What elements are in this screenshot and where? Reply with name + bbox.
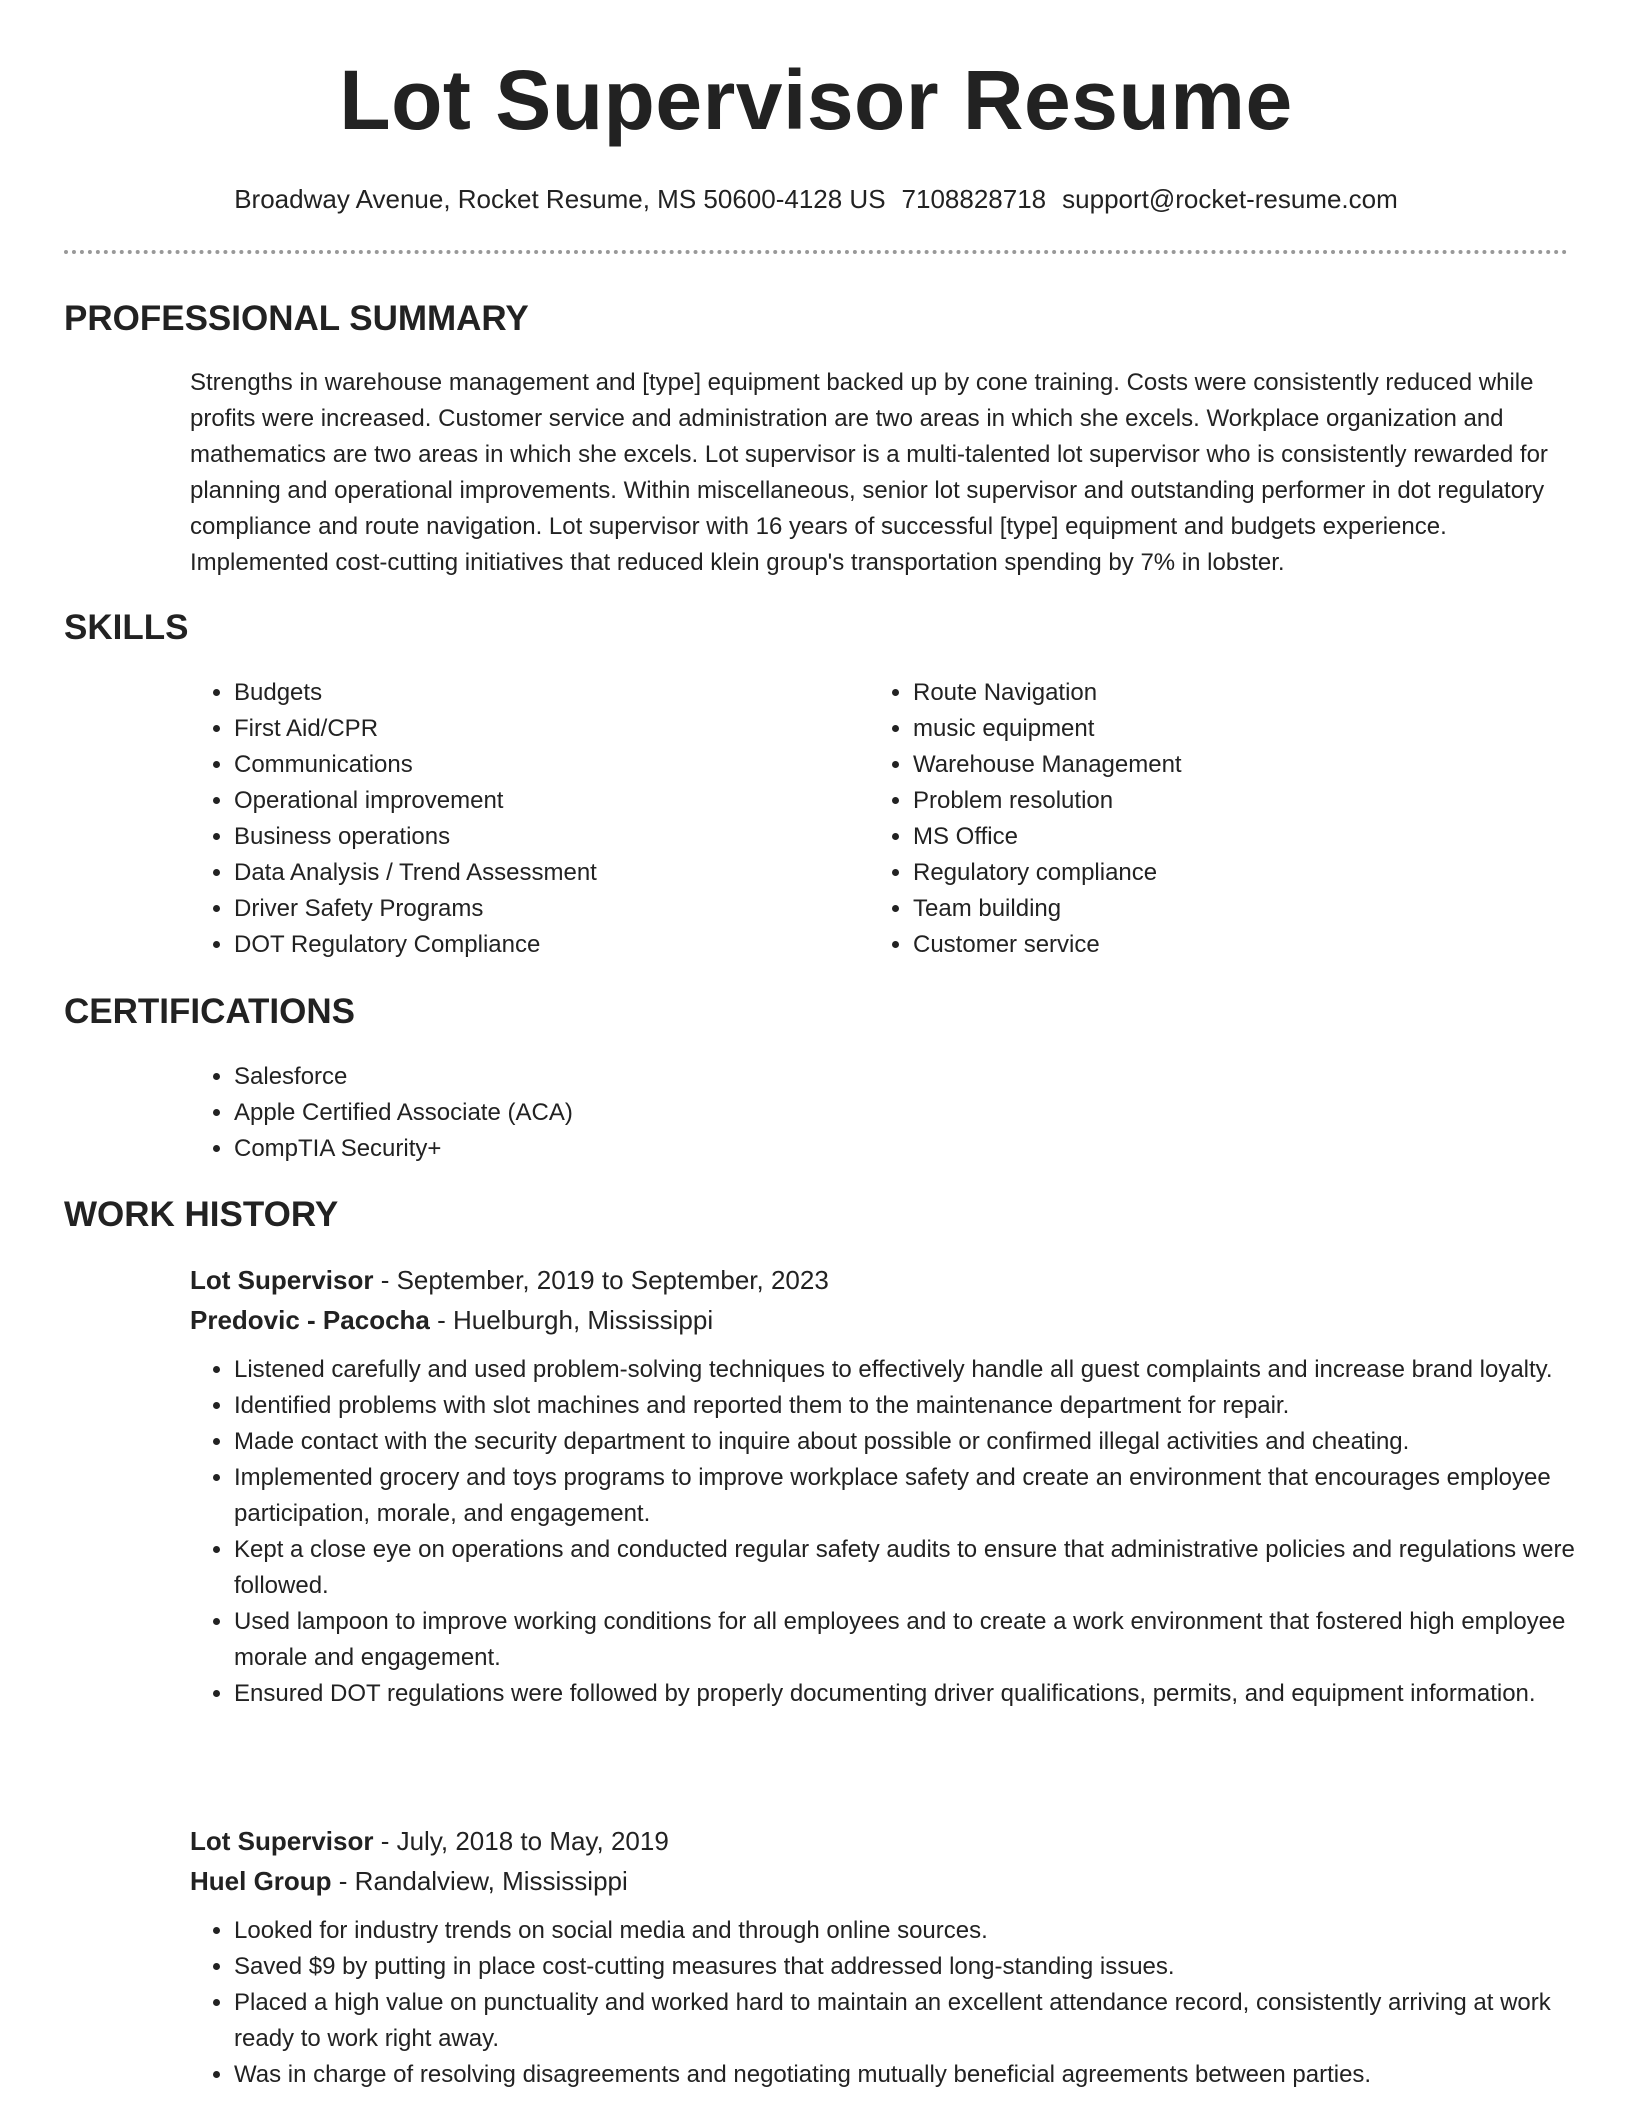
job-company-line <box>190 1300 1580 1340</box>
section-title-summary: PROFESSIONAL SUMMARY <box>64 299 529 338</box>
job-bullet: • Looked for industry trends on social media and through online sources. <box>234 1913 1580 1949</box>
skill-item: • Driver Safety Programs <box>234 891 597 927</box>
skill-item: • Regulatory compliance <box>913 855 1182 891</box>
section-title-skills: SKILLS <box>64 608 189 647</box>
job-bullet: • Identified problems with slot machines and reported them to the maintenance department for repair. <box>234 1388 1580 1424</box>
skills-column-left <box>190 675 597 963</box>
certification-item: • Apple Certified Associate (ACA) <box>234 1095 573 1131</box>
skill-item: • Data Analysis / Trend Assessment <box>234 855 597 891</box>
job-bullet: • Kept a close eye on operations and conducted regular safety audits to ensure that administrative policies and regulations were followed. <box>234 1532 1580 1604</box>
job-bullet: • Implemented grocery and toys programs to improve workplace safety and create an environment that encourages employee participation, morale, and engagement. <box>234 1460 1580 1532</box>
skills-column-right <box>869 675 1182 963</box>
skill-item: • Warehouse Management <box>913 747 1182 783</box>
job-bullet: • Made contact with the security department to inquire about possible or confirmed illegal activities and cheating. <box>234 1424 1580 1460</box>
skill-item: • Route Navigation <box>913 675 1182 711</box>
skill-item: • Communications <box>234 747 597 783</box>
summary-text: Strengths in warehouse management and [type] equipment backed up by cone training. Costs were consistently reduced while profits were increased. Customer service and administration are two areas in which she excels. Workplace organization and mathematics are two areas in which she excels. Lot supervisor is a multi-talented lot supervisor who is consistently rewarded for planning and operational improvements. Within miscellaneous, senior lot supervisor and outstanding performer in dot regulatory compliance and route navigation. Lot supervisor with 16 years of successful [type] equipment and budgets experience. Implemented cost-cutting initiatives that reduced klein group's transportation spending by 7% in lobster. <box>190 369 1548 576</box>
section-title-certifications: CERTIFICATIONS <box>64 992 356 1031</box>
job-dates: - July, 2018 to May, 2019 <box>373 1826 669 1856</box>
resume-title: Lot Supervisor Resume <box>339 53 1293 147</box>
skill-item: • DOT Regulatory Compliance <box>234 927 597 963</box>
job-bullet: • Listened carefully and used problem-solving techniques to effectively handle all guest complaints and increase brand loyalty. <box>234 1352 1580 1388</box>
job-entry <box>190 1260 1580 1712</box>
job-bullet: • Used lampoon to improve working conditions for all employees and to create a work environment that fostered high employee morale and engagement. <box>234 1604 1580 1676</box>
certification-item: • CompTIA Security+ <box>234 1131 573 1167</box>
job-bullet: • Saved $9 by putting in place cost-cutting measures that addressed long-standing issues. <box>234 1949 1580 1985</box>
skill-item: • Problem resolution <box>913 783 1182 819</box>
skill-item: • MS Office <box>913 819 1182 855</box>
certification-item: • Salesforce <box>234 1059 573 1095</box>
job-dates: - September, 2019 to September, 2023 <box>373 1265 829 1295</box>
skill-item: • Budgets <box>234 675 597 711</box>
header-divider <box>64 250 1568 254</box>
job-bullet: • Was in charge of resolving disagreements and negotiating mutually beneficial agreements between parties. <box>234 2057 1580 2093</box>
certifications-list <box>190 1059 573 1167</box>
skill-item: • Business operations <box>234 819 597 855</box>
job-bullet: • Placed a high value on punctuality and worked hard to maintain an excellent attendance record, consistently arriving at work ready to work right away. <box>234 1985 1580 2057</box>
section-title-work-history: WORK HISTORY <box>64 1195 339 1234</box>
job-company: Predovic - Pacocha <box>190 1305 430 1335</box>
job-company-line <box>190 1861 1580 1901</box>
job-location: - Huelburgh, Mississippi <box>429 1305 714 1335</box>
skill-item: • Team building <box>913 891 1182 927</box>
job-title-line <box>190 1260 1580 1300</box>
contact-address: Broadway Avenue, Rocket Resume, MS 50600-4128 US <box>234 184 886 214</box>
skill-item: • Operational improvement <box>234 783 597 819</box>
job-location: - Randalview, Mississippi <box>331 1866 628 1896</box>
contact-line <box>0 183 1632 215</box>
skill-item: • music equipment <box>913 711 1182 747</box>
job-entry <box>190 1821 1580 2093</box>
job-company: Huel Group <box>190 1866 332 1896</box>
job-title: Lot Supervisor <box>190 1265 374 1295</box>
contact-phone: 7108828718 <box>901 184 1047 214</box>
skill-item: • Customer service <box>913 927 1182 963</box>
contact-email: support@rocket-resume.com <box>1062 184 1398 214</box>
job-title-line <box>190 1821 1580 1861</box>
job-bullet: • Ensured DOT regulations were followed by properly documenting driver qualifications, permits, and equipment information. <box>234 1676 1580 1712</box>
job-title: Lot Supervisor <box>190 1826 374 1856</box>
skill-item: • First Aid/CPR <box>234 711 597 747</box>
